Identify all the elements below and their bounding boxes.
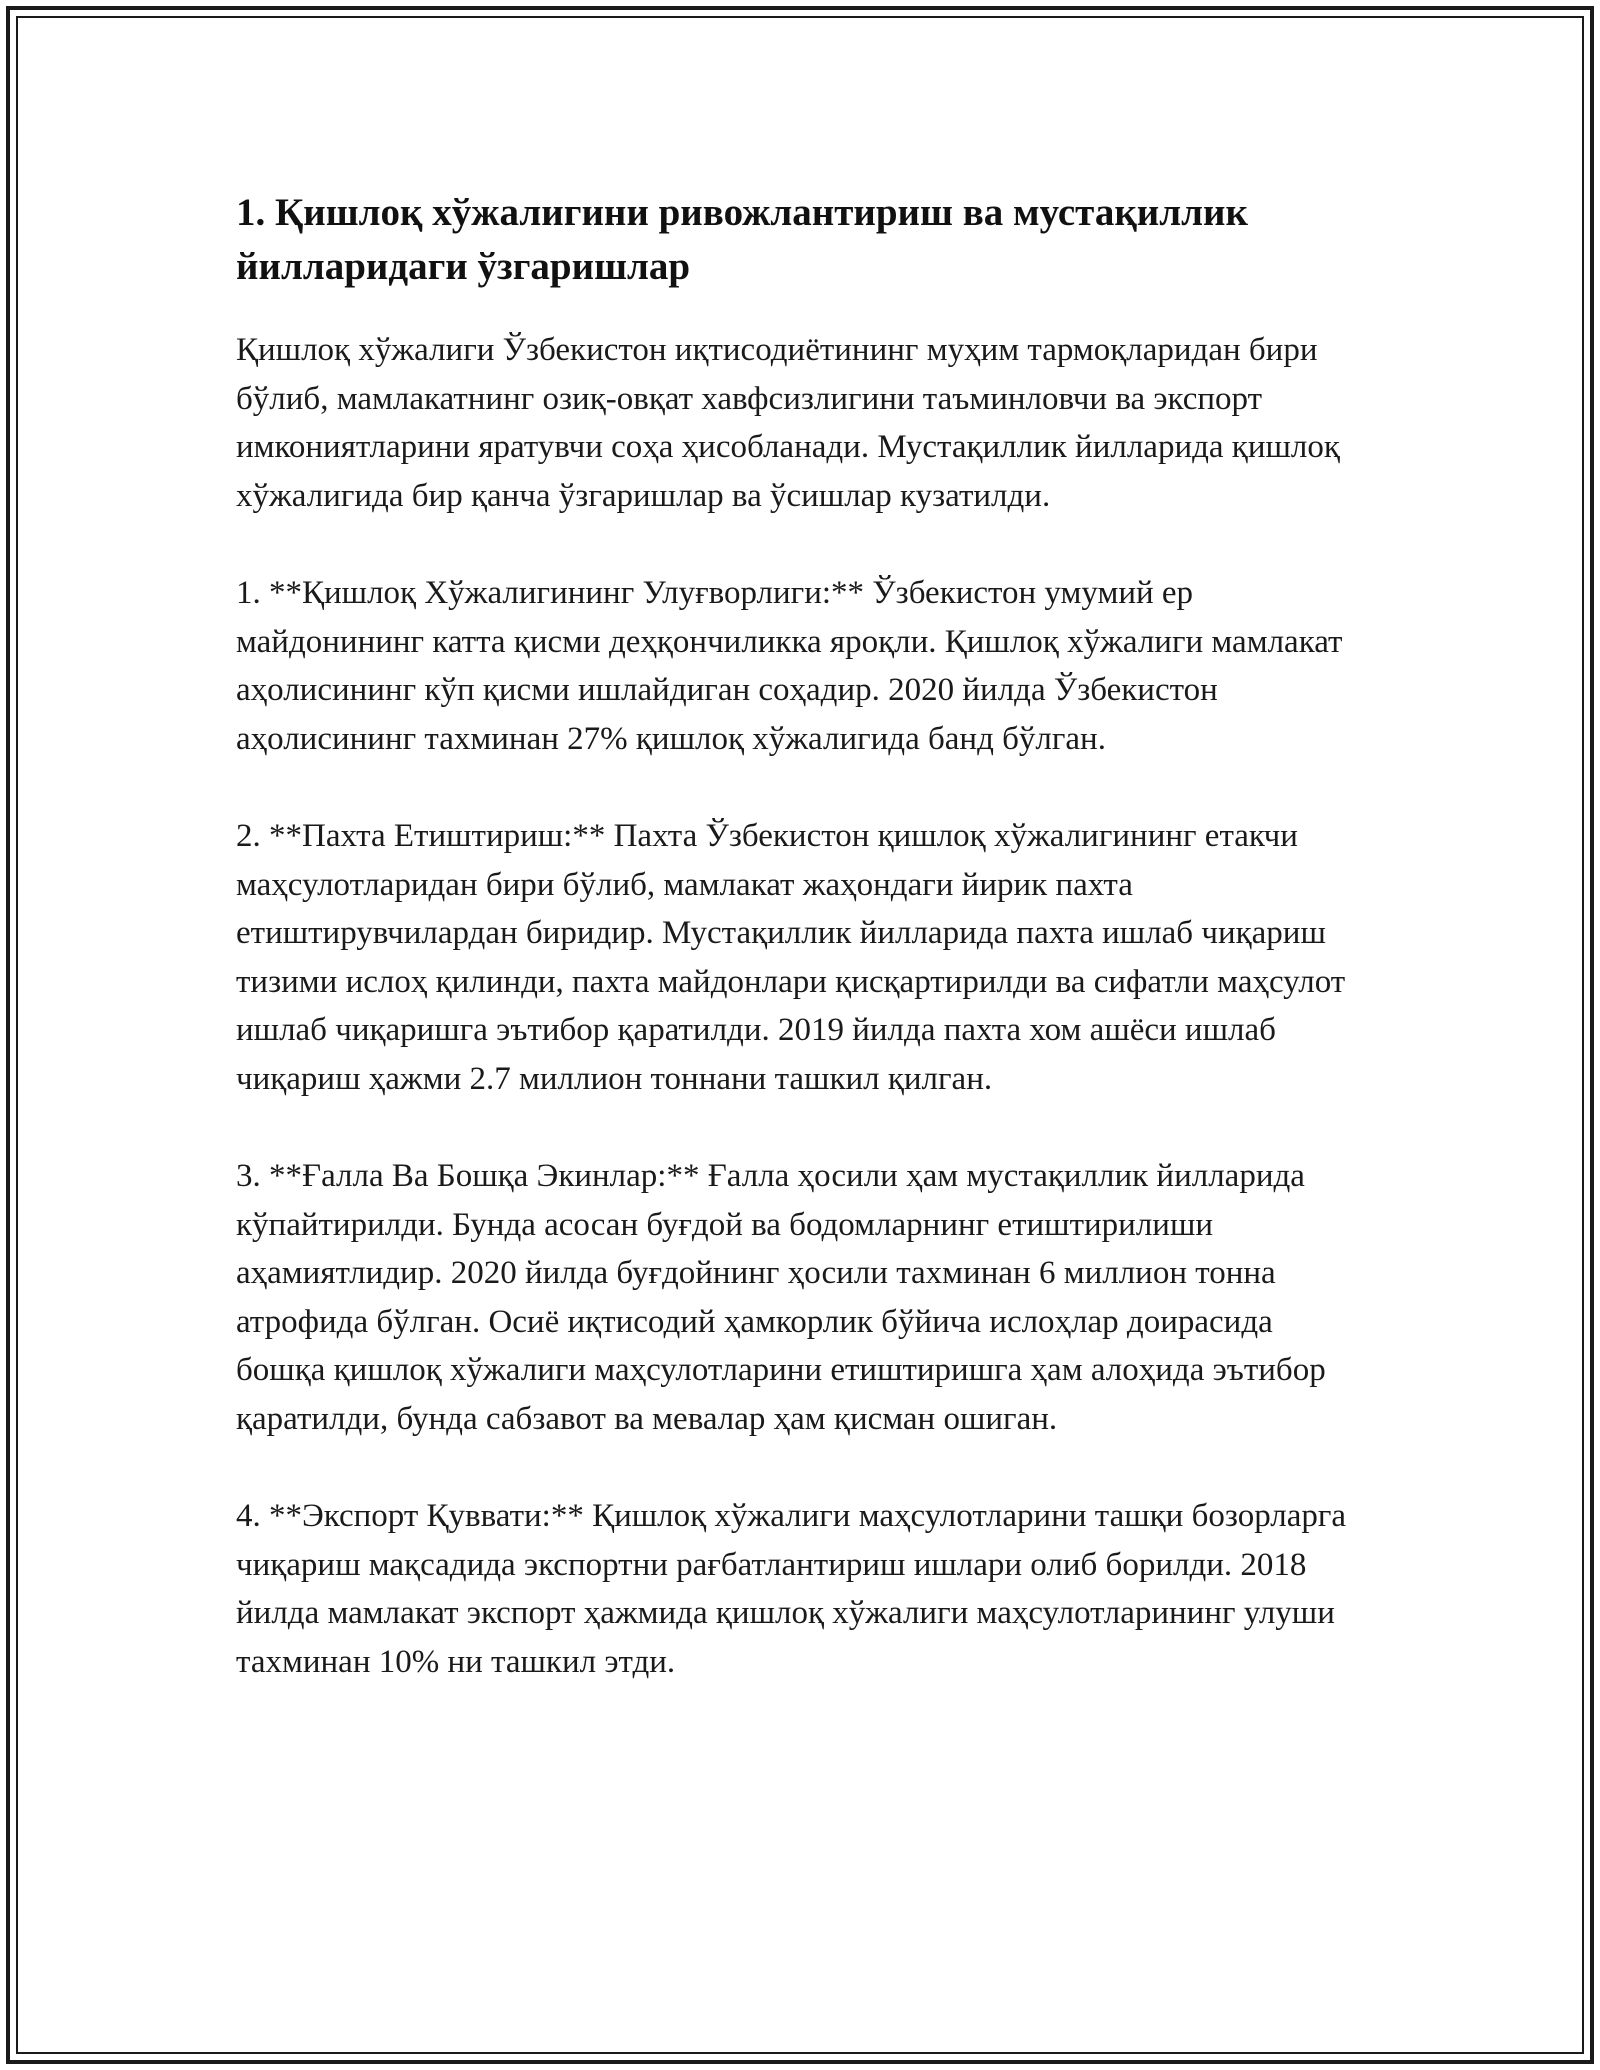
intro-paragraph: Қишлоқ хўжалиги Ўзбекистон иқтисодиётининг муҳим тармоқларидан бири бўлиб, мамлакатнинг озиқ-овқат хавфсизлигини таъминловчи ва экспорт имкониятларини яратувчи соҳа ҳисобланади. Мустақиллик йилларида қишлоқ хўжалигида бир қанча ўзгаришлар ва ўсишлар кузатилди. <box>236 332 1340 514</box>
paragraph-export: 4. **Экспорт Қуввати:** Қишлоқ хўжалиги маҳсулотларини ташқи бозорларга чиқариш мақсадида экспортни рағбатлантириш ишлари олиб борилди. 2018 йилда мамлакат экспорт ҳажмида қишлоқ хўжалиги маҳсулотларининг улуши тахминан 10% ни ташкил этди. <box>236 1498 1347 1680</box>
paragraph-cotton: 2. **Пахта Етиштириш:** Пахта Ўзбекистон қишлоқ хўжалигининг етакчи маҳсулотларидан бири бўлиб, мамлакат жаҳондаги йирик пахта етиштирувчилардан биридир. Мустақиллик йилларида пахта ишлаб чиқариш тизими ислоҳ қилинди, пахта майдонлари қисқартирилди ва сифатли маҳсулот ишлаб чиқаришга эътибор қаратилди. 2019 йилда пахта хом ашёси ишлаб чиқариш ҳажми 2.7 миллион тоннани ташкил қилган. <box>236 818 1346 1097</box>
paragraph-grain: 3. **Ғалла Ва Бошқа Экинлар:** Ғалла ҳосили ҳам мустақиллик йилларида кўпайтирилди. Бунда асосан буғдой ва бодомларнинг етиштирилиши аҳамиятлидир. 2020 йилда буғдойнинг ҳосили тахминан 6 миллион тонна атрофида бўлган. Осиё иқтисодий ҳамкорлик бўйича ислоҳлар доирасида бошқа қишлоқ хўжалиги маҳсулотларини етиштиришга ҳам алоҳида эътибор қаратилди, бунда сабзавот ва мевалар ҳам қисман ошиган. <box>236 1158 1326 1437</box>
document-body <box>236 186 1366 1735</box>
paragraph-agriculture-scale: 1. **Қишлоқ Хўжалигининг Улуғворлиги:** Ўзбекистон умумий ер майдонининг катта қисми деҳқончиликка яроқли. Қишлоқ хўжалиги мамлакат аҳолисининг кўп қисми ишлайдиган соҳадир. 2020 йилда Ўзбекистон аҳолисининг тахминан 27% қишлоқ хўжалигида банд бўлган. <box>236 575 1343 757</box>
document-title: 1. Қишлоқ хўжалигини ривожлантириш ва мустақиллик йилларидаги ўзгаришлар <box>236 191 1248 288</box>
